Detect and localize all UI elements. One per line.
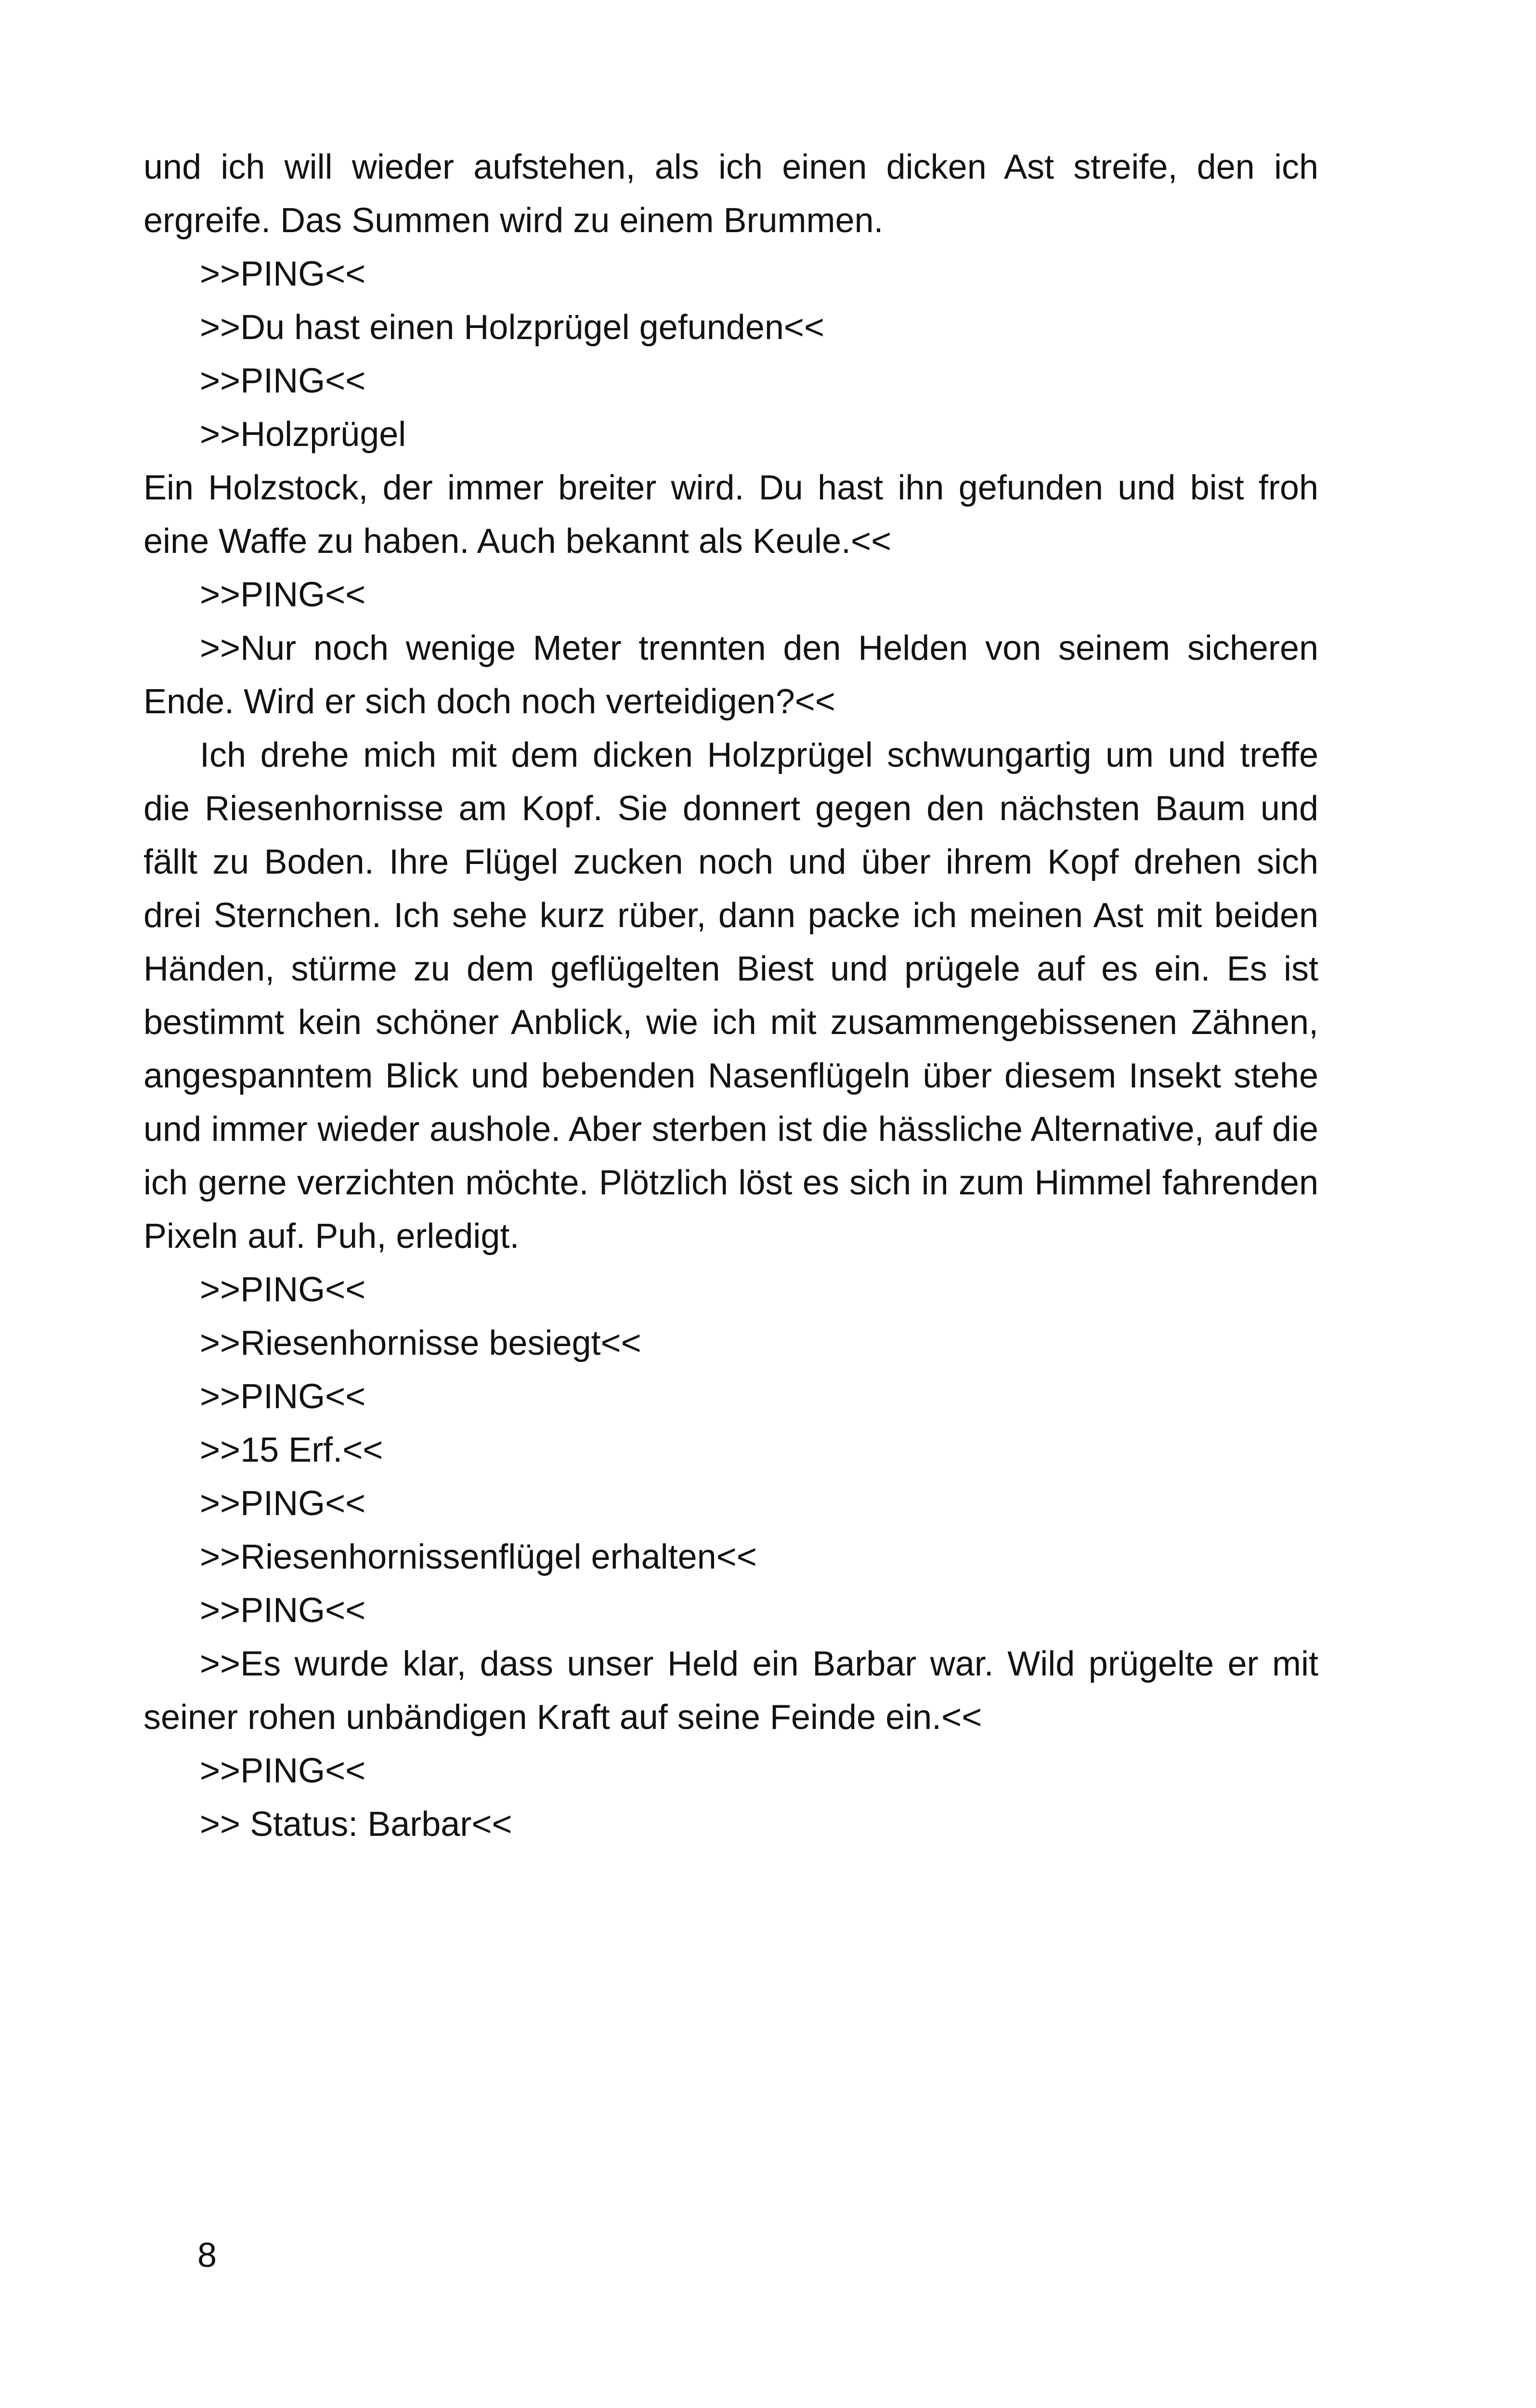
system-message: >>Riesenhornisse besiegt<< [200, 1324, 641, 1362]
paragraph: und ich will wieder aufstehen, als ich einen dicken Ast streife, den ich ergreife. Das Summen wird zu einem Brummen. [143, 148, 1318, 240]
system-message: >>Nur noch wenige Meter trennten den Helden von seinem sicheren Ende. Wird er sich doch noch verteidigen?<< [143, 629, 1318, 721]
system-message: >>PING<< [200, 1377, 366, 1416]
system-message: >>PING<< [200, 362, 366, 400]
system-message: >>PING<< [200, 1270, 366, 1309]
system-message: >>Holzprügel [200, 415, 406, 454]
paragraph: Ein Holzstock, der immer breiter wird. Du hast ihn gefunden und bist froh eine Waffe zu haben. Auch bekannt als Keule.<< [143, 469, 1318, 561]
system-message: >>PING<< [200, 576, 366, 614]
system-message: >>PING<< [200, 1752, 366, 1790]
system-message: >>Es wurde klar, dass unser Held ein Barbar war. Wild prügelte er mit seiner rohen unbändigen Kraft auf seine Feinde ein.<< [143, 1645, 1318, 1737]
system-message: >>PING<< [200, 1591, 366, 1630]
page-body [143, 141, 1318, 1851]
system-message: >>Riesenhornissenflügel erhalten<< [200, 1538, 757, 1576]
paragraph: Ich drehe mich mit dem dicken Holzprügel schwungartig um und treffe die Riesenhornisse am Kopf. Sie donnert gegen den nächsten Baum und fällt zu Boden. Ihre Flügel zucken noch und über ihrem Kopf drehen sich drei Sternchen. Ich sehe kurz rüber, dann packe ich meinen Ast mit beiden Händen, stürme zu dem geflügelten Biest und prügele auf es ein. Es ist bestimmt kein schöner Anblick, wie ich mit zusammengebissenen Zähnen, angespanntem Blick und bebenden Nasenflügeln über diesem Insekt stehe und immer wieder aushole. Aber sterben ist die hässliche Alternative, auf die ich gerne verzichten möchte. Plötzlich löst es sich in zum Himmel fahrenden Pixeln auf. Puh, erledigt. [143, 736, 1318, 1256]
system-message: >> Status: Barbar<< [200, 1805, 512, 1844]
system-message: >>Du hast einen Holzprügel gefunden<< [200, 308, 824, 347]
system-message: >>PING<< [200, 255, 366, 293]
system-message: >>15 Erf.<< [200, 1431, 383, 1469]
page-number: 8 [197, 2236, 217, 2275]
system-message: >>PING<< [200, 1484, 366, 1523]
